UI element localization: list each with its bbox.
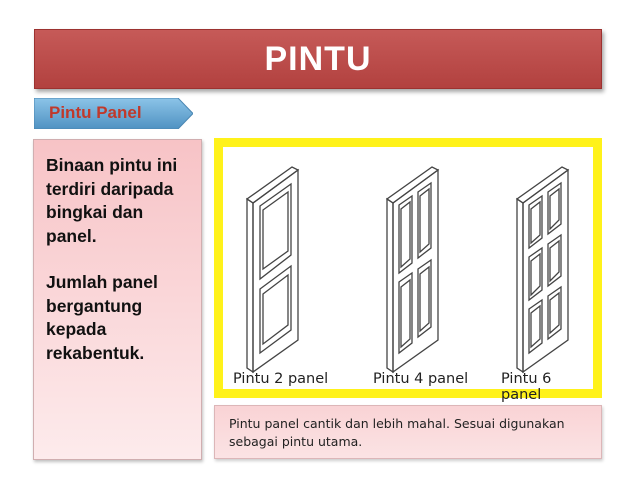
- description-paragraph-2: Jumlah panel bergantung kepada rekabentuk.: [46, 272, 158, 363]
- door-label-3: Pintu 6 panel: [501, 371, 552, 403]
- door-figure-canvas: [223, 147, 593, 403]
- subtitle: Pintu Panel: [49, 103, 142, 122]
- door-4-panel-drawing: [387, 167, 438, 372]
- door-figure: [214, 138, 602, 403]
- title-bar: [34, 29, 602, 89]
- door-label-2: Pintu 4 panel: [373, 371, 469, 387]
- caption-text: Pintu panel cantik dan lebih mahal. Sesuai digunakan sebagai pintu utama.: [229, 416, 565, 449]
- description-box: [33, 139, 202, 460]
- door-6-panel-drawing: [517, 167, 568, 372]
- subtitle-tab: [34, 98, 193, 129]
- door-drawings: [223, 147, 593, 389]
- caption-box: [214, 405, 602, 459]
- door-label-1: Pintu 2 panel: [233, 371, 329, 387]
- page-title: PINTU: [264, 39, 372, 78]
- door-2-panel-drawing: [247, 167, 298, 372]
- description-paragraph-1: Binaan pintu ini terdiri daripada bingkai dan panel.: [46, 155, 178, 246]
